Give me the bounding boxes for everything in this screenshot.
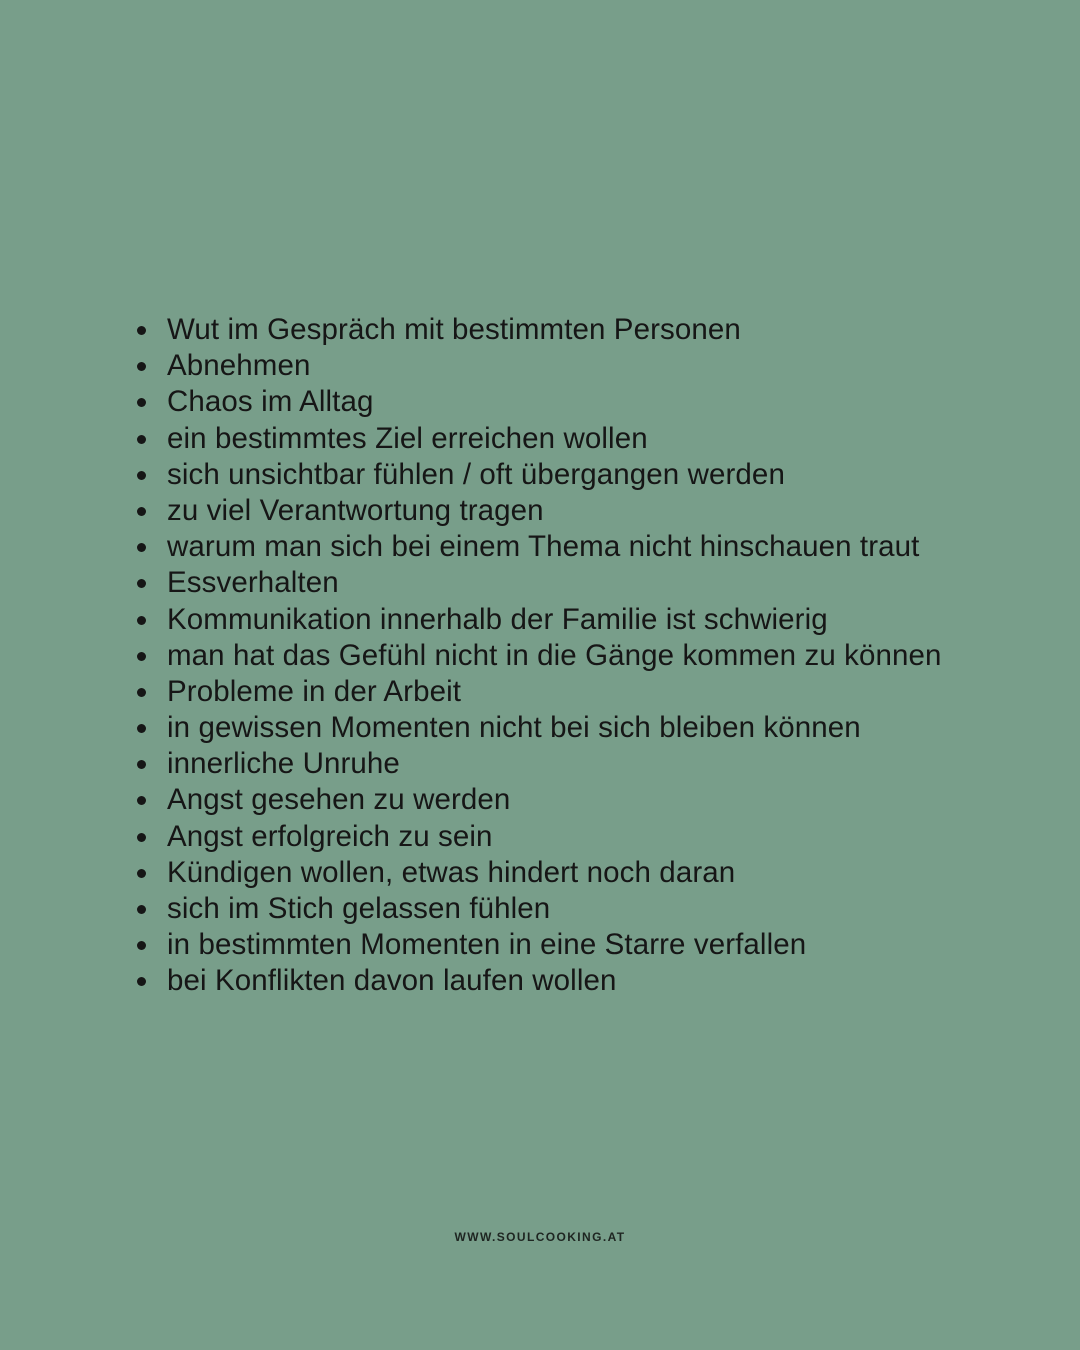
bullet-icon [137,688,146,697]
list-item [128,529,942,565]
list-item [128,602,942,638]
list-item-label: sich unsichtbar fühlen / oft übergangen werden [167,457,785,491]
bullet-icon [137,652,146,661]
bullet-icon [137,471,146,480]
list-item-label: Angst gesehen zu werden [167,783,511,817]
bullet-icon [137,435,146,444]
list-item-label: Kündigen wollen, etwas hindert noch daran [167,855,736,889]
list-item [128,457,942,493]
list-item-label: Angst erfolgreich zu sein [167,819,493,853]
list-item-label: zu viel Verantwortung tragen [167,493,544,527]
list-item-label: Kommunikation innerhalb der Familie ist schwierig [167,602,828,636]
list-item [128,638,942,674]
list-item [128,855,942,891]
bullet-icon [137,579,146,588]
list-item-label: Essverhalten [167,566,339,600]
bullet-icon [137,724,146,733]
list-item-label: Abnehmen [167,349,311,383]
list-item-label: man hat das Gefühl nicht in die Gänge kommen zu können [167,638,942,672]
list-item [128,963,942,999]
bullet-icon [137,905,146,914]
list-item [128,710,942,746]
topics-list [128,312,942,1000]
list-item-label: warum man sich bei einem Thema nicht hinschauen traut [167,530,920,564]
bullet-icon [137,543,146,552]
list-item [128,891,942,927]
list-item [128,819,942,855]
list-item-label: ein bestimmtes Ziel erreichen wollen [167,421,648,455]
list-item [128,493,942,529]
list-item [128,348,942,384]
list-item [128,782,942,818]
bullet-icon [137,869,146,878]
bullet-icon [137,326,146,335]
list-item [128,927,942,963]
bullet-icon [137,833,146,842]
list-item-label: bei Konflikten davon laufen wollen [167,964,617,998]
bullet-icon [137,398,146,407]
list-item-label: Chaos im Alltag [167,385,374,419]
bullet-icon [137,977,146,986]
list-item-label: Probleme in der Arbeit [167,674,462,708]
footer-website-url[interactable]: WWW.SOULCOOKING.AT [454,1230,626,1244]
list-item-label: Wut im Gespräch mit bestimmten Personen [167,313,741,346]
list-item [128,746,942,782]
list-item [128,565,942,601]
bullet-icon [137,796,146,805]
bullet-icon [137,507,146,516]
list-item-label: innerliche Unruhe [167,747,400,781]
list-item-label: in gewissen Momenten nicht bei sich bleiben können [167,711,861,745]
list-item [128,421,942,457]
bullet-icon [137,760,146,769]
list-item [128,384,942,420]
list-item-label: sich im Stich gelassen fühlen [167,892,551,925]
bullet-icon [137,616,146,625]
bullet-icon [137,362,146,371]
bullet-icon [137,941,146,950]
list-item [128,674,942,710]
list-item-label: in bestimmten Momenten in eine Starre verfallen [167,928,807,962]
list-item [128,312,942,348]
